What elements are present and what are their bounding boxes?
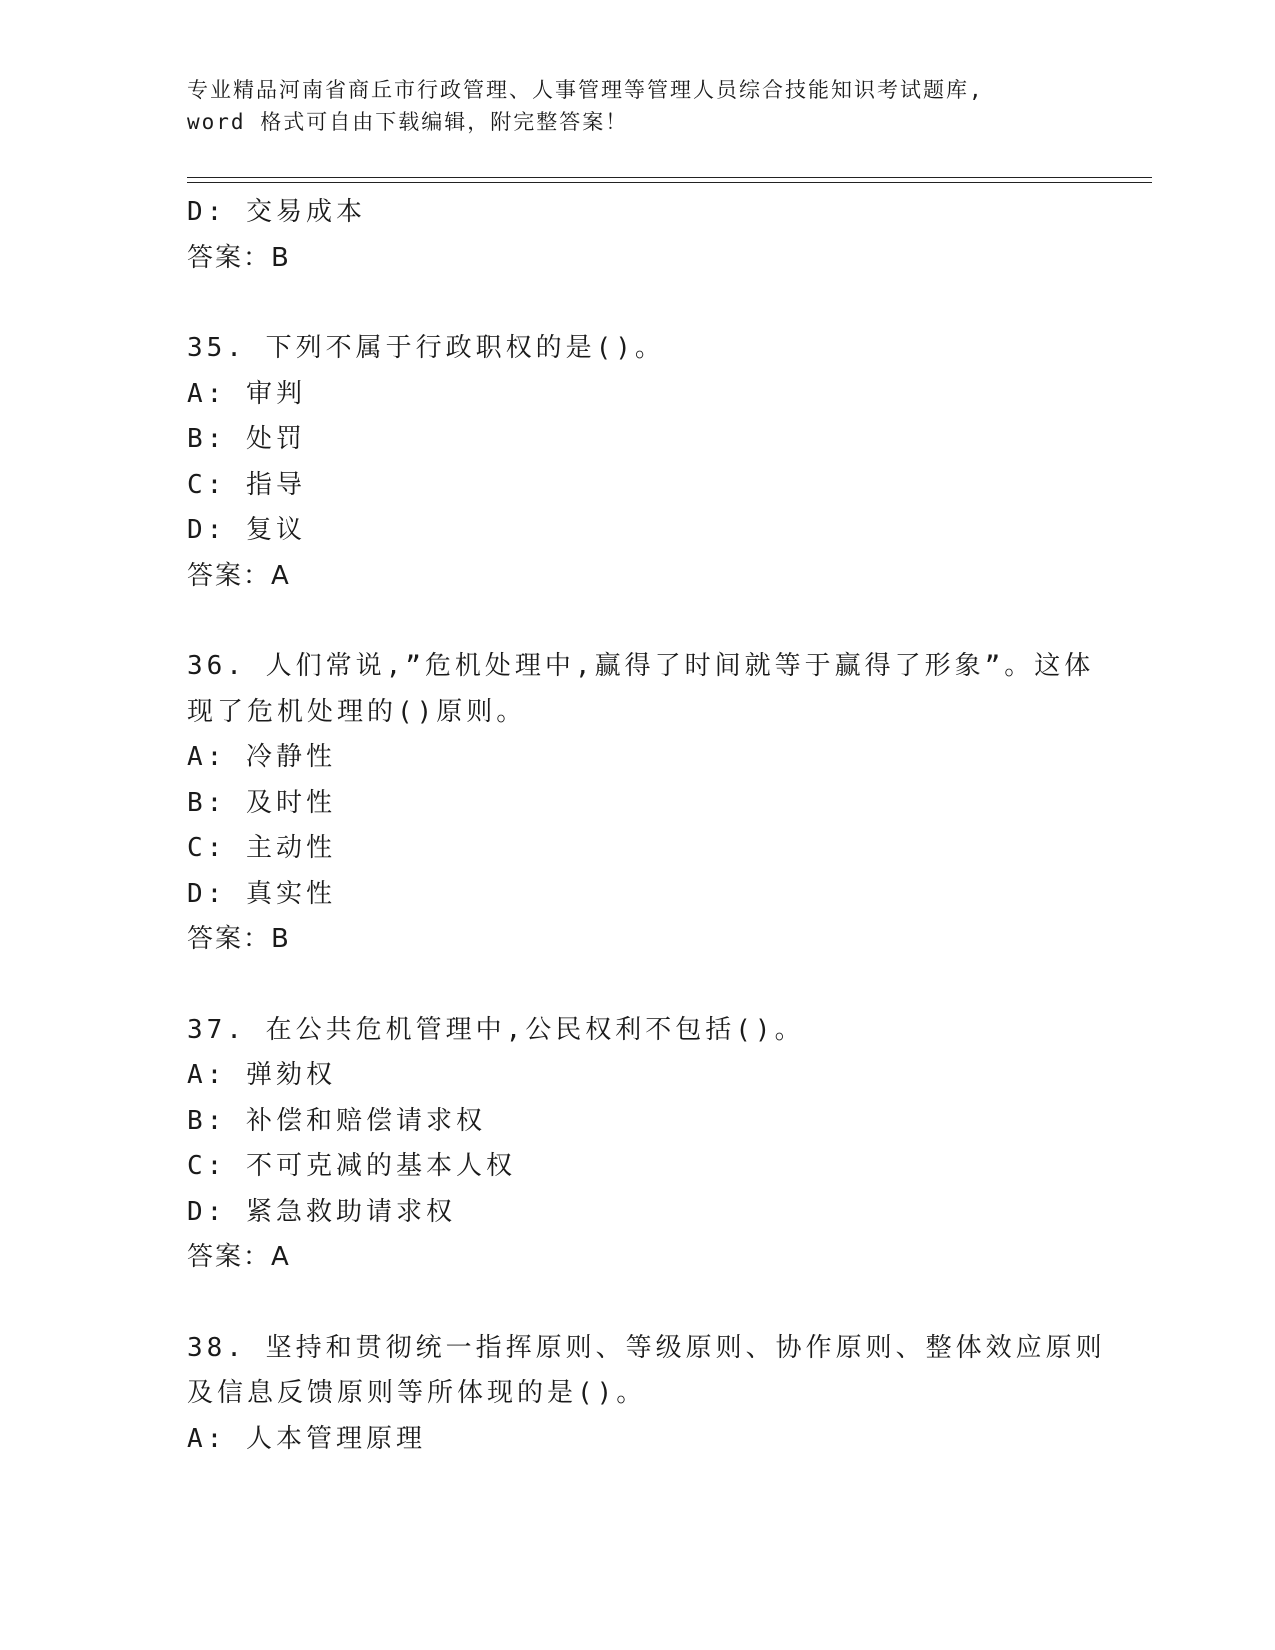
spacer <box>187 1281 1067 1326</box>
answer: 答案：A <box>187 1242 291 1272</box>
question-37 <box>187 1008 1067 1281</box>
question-34-tail <box>187 190 1067 281</box>
answer: 答案：B <box>187 242 291 273</box>
option-d: D: 真实性 <box>187 878 336 909</box>
option-c: C: 指导 <box>187 469 306 500</box>
option-c: C: 主动性 <box>187 833 336 863</box>
question-stem-line-2: 现了危机处理的()原则。 <box>187 696 527 727</box>
option-a: A: 弹劾权 <box>187 1060 336 1090</box>
question-38 <box>187 1326 1106 1463</box>
question-stem: 37. 在公共危机管理中,公民权利不包括()。 <box>187 1014 805 1045</box>
question-stem-line-1: 38. 坚持和贯彻统一指挥原则、等级原则、协作原则、整体效应原则 <box>187 1332 1106 1363</box>
header-title-line-1: 专业精品河南省商丘市行政管理、人事管理等管理人员综合技能知识考试题库, <box>187 78 984 102</box>
option-a: A: 冷静性 <box>187 742 336 772</box>
document-header <box>187 74 1087 138</box>
answer: 答案：B <box>187 924 291 954</box>
question-stem-line-2: 及信息反馈原则等所体现的是()。 <box>187 1378 647 1408</box>
option-b: B: 处罚 <box>187 424 306 454</box>
option-a: A: 人本管理原理 <box>187 1423 426 1454</box>
option-a: A: 审判 <box>187 378 306 409</box>
answer: 答案：A <box>187 560 291 591</box>
option-c: C: 不可克减的基本人权 <box>187 1151 516 1181</box>
option-b: B: 及时性 <box>187 787 336 818</box>
question-35 <box>187 326 1067 599</box>
question-stem-line-1: 36. 人们常说,”危机处理中,赢得了时间就等于赢得了形象”。这体 <box>187 651 1095 681</box>
question-36 <box>187 644 1095 963</box>
header-divider-bottom <box>187 182 1152 183</box>
spacer <box>187 599 1067 644</box>
header-title-line-2: word 格式可自由下载编辑，附完整答案！ <box>187 110 629 134</box>
spacer <box>187 963 1067 1008</box>
option-d: D: 复议 <box>187 515 306 545</box>
option-b: B: 补偿和赔偿请求权 <box>187 1105 486 1136</box>
header-divider-top <box>187 177 1152 178</box>
option-d: D: 交易成本 <box>187 197 366 227</box>
spacer <box>187 281 1067 326</box>
question-list <box>187 190 1106 1462</box>
question-stem: 35. 下列不属于行政职权的是()。 <box>187 333 665 363</box>
option-d: D: 紧急救助请求权 <box>187 1196 456 1227</box>
